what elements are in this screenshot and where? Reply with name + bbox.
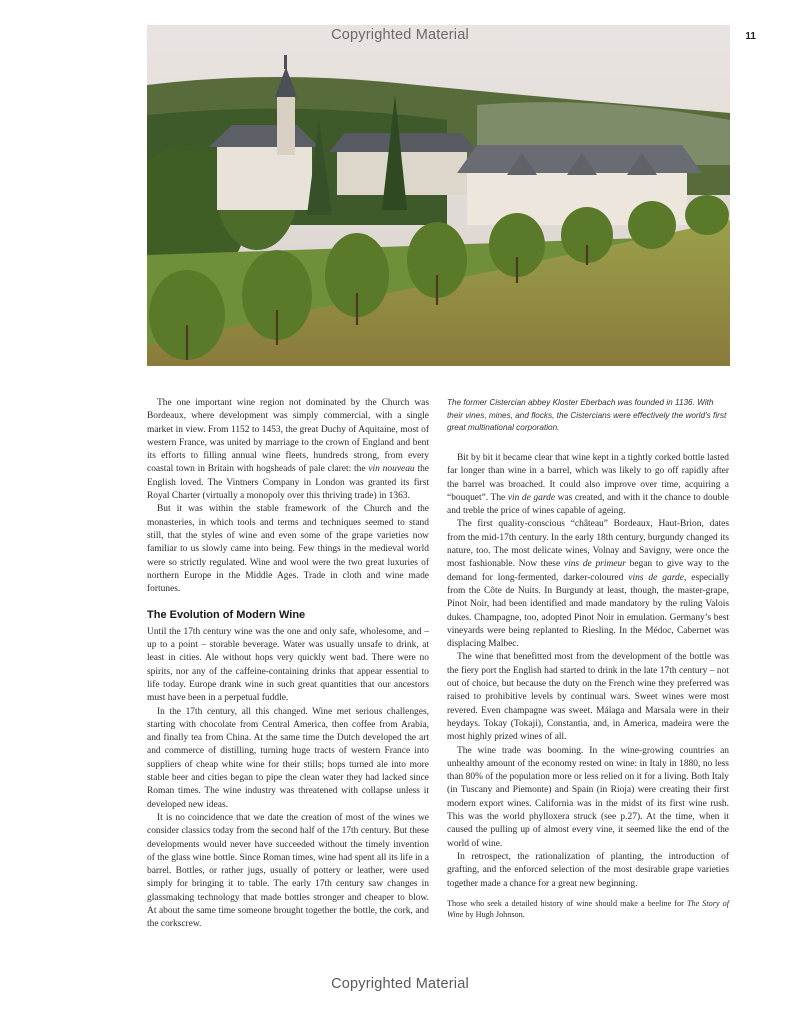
body-paragraph: The one important wine region not dominated by the Church was Bordeaux, where development was simply commercial, with a single market in view. From 1152 to 1453, the great Duchy of Aquitaine, most of western France, was united by marriage to the crown of England and bent its efforts to filling annual wine fleets, hundreds strong, from every coastal town in Britain with hogsheads of pale claret: the vin nouveau the English loved. The Vintners Company in London was granted its first Royal Charter (virtually a monopoly over this thriving trade) in 1363. [147, 398, 429, 502]
watermark-bottom: Copyrighted Material [331, 976, 469, 992]
body-paragraph: In the 17th century, all this changed. Wine met serious challenges, starting with chocolate from Central America, then coffee from Arabia, and finally tea from China. At the same time the Dutch developed the art and commerce of distilling, turning huge tracts of western France into suppliers of cheap white wine for their stills; hops turned ale into more stable beer and cities began to pipe the clean water they had lacked since Roman times. The wine industry was threatened with collapse unless it developed new ideas. [147, 706, 429, 810]
watermark-top: Copyrighted Material [331, 27, 469, 43]
left-column [147, 397, 429, 932]
body-paragraph: The wine that benefitted most from the development of the bottle was the fiery port the English had started to drink in the late 17th century – not out of choice, but because the duty on the French wine they preferred was raised to prohibitive levels by continual wars. Sweet wines were most revered. Even champagne was sweet. Málaga and Marsala were in their heydays. Tokay (Tokaji), Constantia, and, in America, madeira were the most highly prized wines of all. [447, 652, 729, 743]
body-paragraph: The wine trade was booming. In the wine-growing countries an unhealthy amount of the economy rested on wine: in Italy in 1880, no less than 80% of the population more or less relied on it for a living. Both Italy (in Tuscany and Piemonte) and Spain (in Rioja) were creating their first modern export wines. California was in the midst of its first wine rush. This was the world phylloxera struck (see p.27). At the time, when it caused the pulling up of almost every vine, it seemed like the end of the world of wine. [447, 745, 729, 849]
right-column [447, 452, 729, 920]
body-paragraph: Until the 17th century wine was the one and only safe, wholesome, and – up to a point – storable beverage. Water was usually unsafe to drink, at least in cities. Ale without hops very quickly went bad. There were no spirits, nor any of the caffeine-containing drinks that appear essential to life today. Europe drank wine in such great quantities that our ancestors must have been in a perpetual fuddle. [147, 626, 429, 704]
body-paragraph: It is no coincidence that we date the creation of most of the wines we consider classics today from the second half of the 17th century. But these developments would never have succeeded without the timely invention of the glass wine bottle. Since Roman times, wine had spent all its life in a barrel. Bottles, or rather jugs, usually of pottery or leather, were used simply for bringing it to table. The early 17th century saw changes in glassmaking technology that made bottles stronger and cheaper to blow. At about the same time someone brought together the bottle, the cork, and the corkscrew. [147, 812, 429, 930]
photo-caption: The former Cistercian abbey Kloster Eberbach was founded in 1136. With their vines, mines, and flocks, the Cistercians were effectively the world’s first great multinational corporation. [447, 398, 727, 432]
footnote: Those who seek a detailed history of wine should make a beeline for The Story of Wine by Hugh Johnson. [447, 898, 730, 919]
page-number: 11 [745, 31, 756, 42]
body-paragraph: In retrospect, the rationalization of planting, the introduction of grafting, and the enforced selection of the most desirable grape varieties together made a chance for a great new beginning. [447, 851, 729, 889]
section-heading: The Evolution of Modern Wine [147, 609, 306, 622]
abbey-vineyard-photo [147, 25, 730, 366]
body-paragraph: Bit by bit it became clear that wine kept in a tightly corked bottle lasted far longer than wine in a barrel, which was likely to go off rapidly after the barrel was broached. It could also improve over time, acquiring a “bouquet”. The vin de garde was created, and with it the chance to double and treble the price of wines capable of ageing. [447, 453, 729, 517]
body-paragraph: The first quality-conscious “château” Bordeaux, Haut-Brion, dates from the mid-17th century. In the early 18th century, burgundy changed its nature, too. The most delicate wines, Volnay and Savigny, were once the most fashionable. Now these vins de primeur began to give way to the demand for long-fermented, darker-coloured vins de garde, especially from the Côte de Nuits. In Burgundy at least, though, the master-grape, Pinot Noir, had been identified and made mandatory by the ruling Valois dukes. Champagne, too, adopted Pinot Noir in emulation. Germany’s best vineyards were being replanted to Riesling. In the Médoc, Cabernet was displacing Malbec. [447, 519, 730, 650]
body-paragraph: But it was within the stable framework of the Church and the monasteries, in which tools and terms and techniques seemed to stand still, that the styles of wine and even some of the grape varieties now familiar to us slowly came into being. Few things in the medieval world were so strictly regulated. Wine and wool were the two great luxuries of northern Europe in the Middle Ages. Trade in cloth and wine made fortunes. [147, 504, 429, 595]
